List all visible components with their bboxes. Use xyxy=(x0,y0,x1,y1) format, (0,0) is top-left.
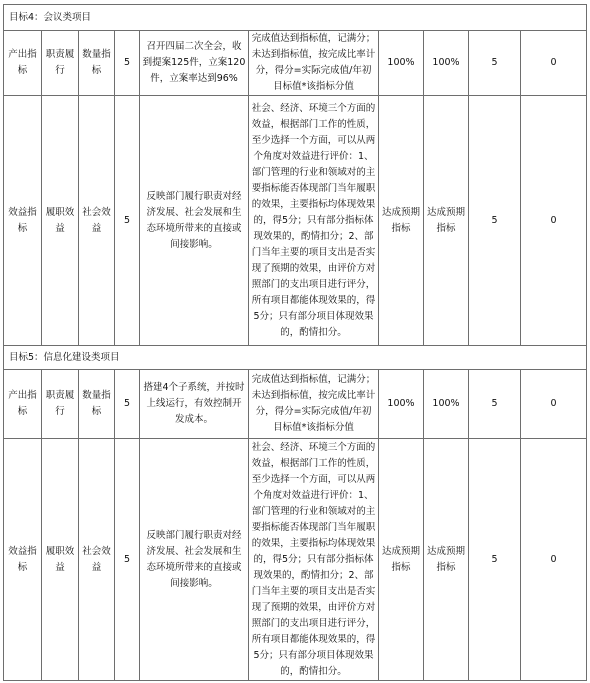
deduction-cell: 0 xyxy=(521,439,587,681)
weight-cell: 5 xyxy=(115,31,140,96)
actual-value-cell: 达成预期指标 xyxy=(424,96,469,346)
indicator-level2-cell: 职责履行 xyxy=(42,31,79,96)
score-cell: 5 xyxy=(469,31,521,96)
table-row xyxy=(4,31,587,96)
scoring-rule-cell: 社会、经济、环境三个方面的效益，根据部门工作的性质，至少选择一个方面，可以从两个角度对效益进行评价：1、部门管理的行业和领域对的主要指标能否体现部门当年履职的效果，主要指标均体现效果的，得5分；只有部分指标体现效果的，酌情扣分；2、部门当年主要的项目支出是否实现了预期的效果，由评价方对照部门的支出项目进行评分，所有项目都能体现效果的，得5分；只有部分项目体现效果的，酌情扣分。 xyxy=(249,439,379,681)
scoring-rule-cell: 完成值达到指标值，记满分；未达到指标值，按完成比率计分，得分=实际完成值/年初目标值*该指标分值 xyxy=(249,370,379,439)
weight-cell: 5 xyxy=(115,439,140,681)
deduction-cell: 0 xyxy=(521,31,587,96)
actual-value-cell: 100% xyxy=(424,370,469,439)
indicator-level1-cell: 效益指标 xyxy=(4,96,42,346)
weight-cell: 5 xyxy=(115,370,140,439)
performance-table xyxy=(3,4,587,681)
indicator-level1-cell: 产出指标 xyxy=(4,370,42,439)
indicator-level3-cell: 社会效益 xyxy=(79,439,115,681)
table-row xyxy=(4,96,587,346)
indicator-level2-cell: 履职效益 xyxy=(42,96,79,346)
scoring-rule-cell: 完成值达到指标值，记满分；未达到指标值，按完成比率计分，得分=实际完成值/年初目标值*该指标分值 xyxy=(249,31,379,96)
indicator-level1-cell: 效益指标 xyxy=(4,439,42,681)
deduction-cell: 0 xyxy=(521,96,587,346)
indicator-level2-cell: 职责履行 xyxy=(42,370,79,439)
score-cell: 5 xyxy=(469,439,521,681)
target-value-cell: 100% xyxy=(379,31,424,96)
section-header-row xyxy=(4,5,587,31)
score-cell: 5 xyxy=(469,96,521,346)
indicator-content-cell: 反映部门履行职责对经济发展、社会发展和生态环境所带来的直接或间接影响。 xyxy=(140,96,249,346)
actual-value-cell: 100% xyxy=(424,31,469,96)
table-row xyxy=(4,370,587,439)
section-title: 目标4：会议类项目 xyxy=(4,5,587,31)
indicator-level3-cell: 数量指标 xyxy=(79,31,115,96)
score-cell: 5 xyxy=(469,370,521,439)
section-title: 目标5：信息化建设类项目 xyxy=(4,346,587,370)
indicator-level3-cell: 社会效益 xyxy=(79,96,115,346)
indicator-level3-cell: 数量指标 xyxy=(79,370,115,439)
scoring-rule-cell: 社会、经济、环境三个方面的效益，根据部门工作的性质，至少选择一个方面，可以从两个角度对效益进行评价：1、部门管理的行业和领域对的主要指标能否体现部门当年履职的效果，主要指标均体现效果的，得5分；只有部分指标体现效果的，酌情扣分；2、部门当年主要的项目支出是否实现了预期的效果，由评价方对照部门的支出项目进行评分，所有项目都能体现效果的，得5分；只有部分项目体现效果的，酌情扣分。 xyxy=(249,96,379,346)
deduction-cell: 0 xyxy=(521,370,587,439)
target-value-cell: 100% xyxy=(379,370,424,439)
weight-cell: 5 xyxy=(115,96,140,346)
section-header-row xyxy=(4,346,587,370)
indicator-content-cell: 搭建4个子系统，并按时上线运行，有效控制开发成本。 xyxy=(140,370,249,439)
table-row xyxy=(4,439,587,681)
indicator-content-cell: 召开四届二次全会，收到提案125件，立案120件，立案率达到96% xyxy=(140,31,249,96)
target-value-cell: 达成预期指标 xyxy=(379,439,424,681)
target-value-cell: 达成预期指标 xyxy=(379,96,424,346)
indicator-content-cell: 反映部门履行职责对经济发展、社会发展和生态环境所带来的直接或间接影响。 xyxy=(140,439,249,681)
actual-value-cell: 达成预期指标 xyxy=(424,439,469,681)
indicator-level2-cell: 履职效益 xyxy=(42,439,79,681)
indicator-level1-cell: 产出指标 xyxy=(4,31,42,96)
